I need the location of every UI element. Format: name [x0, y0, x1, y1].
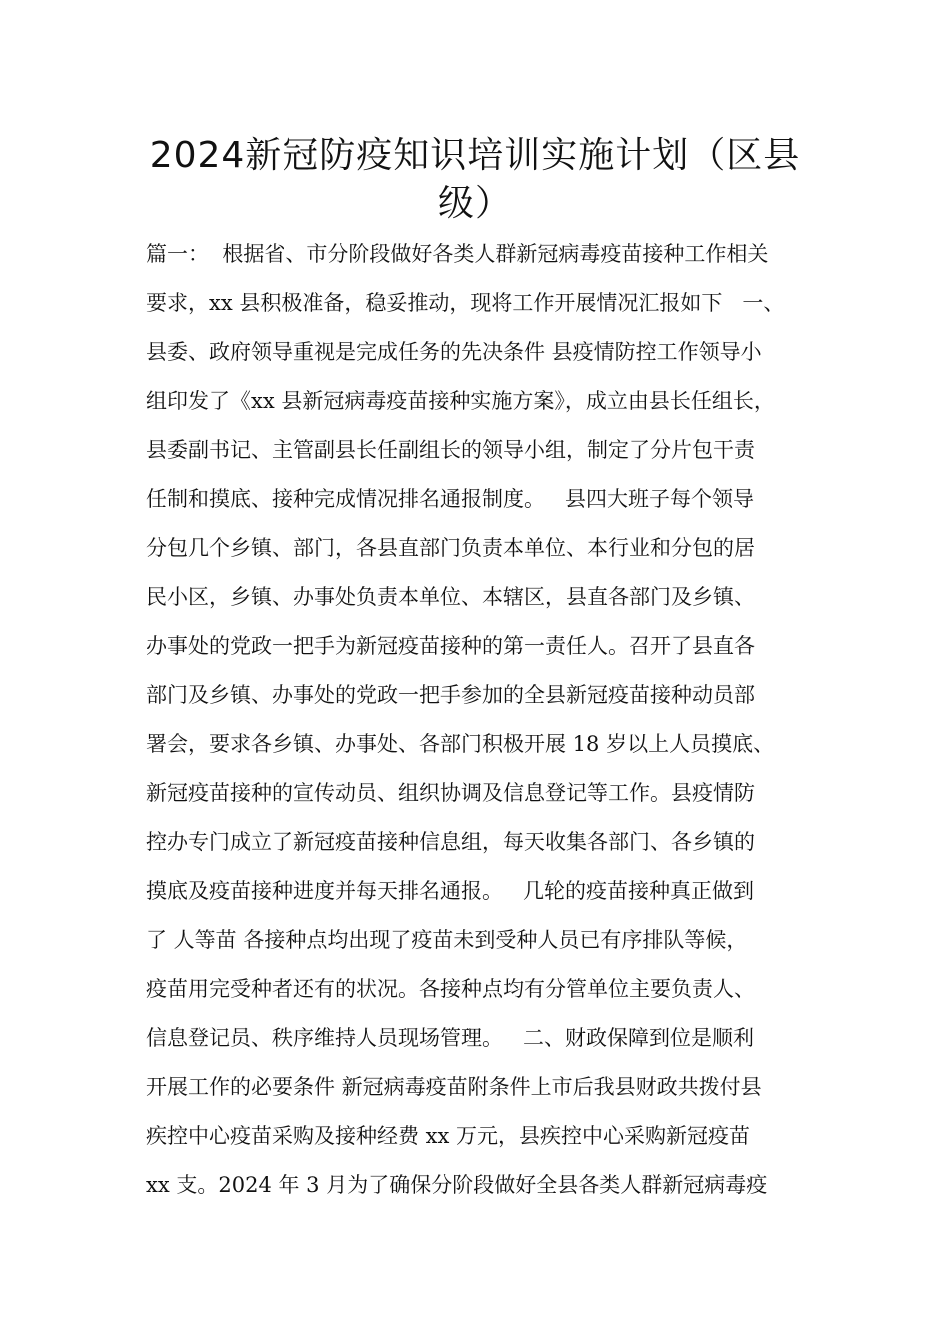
body-line: 开展工作的必要条件 新冠病毒疫苗附条件上市后我县财政共拨付县 [146, 1075, 762, 1099]
body-line: 新冠疫苗接种的宣传动员、组织协调及信息登记等工作。县疫情防 [146, 781, 755, 805]
document-title [120, 132, 830, 228]
body-line: 疫苗用完受种者还有的状况。各接种点均有分管单位主要负责人、 [146, 977, 755, 1001]
body-line: xx 支。2024 年 3 月为了确保分阶段做好全县各类人群新冠病毒疫 [146, 1173, 768, 1197]
body-line: 民小区，乡镇、办事处负责本单位、本辖区，县直各部门及乡镇、 [146, 585, 755, 609]
body-line: 疾控中心疫苗采购及接种经费 xx 万元，县疾控中心采购新冠疫苗 [146, 1124, 751, 1148]
body-line: 要求，xx 县积极准备，稳妥推动，现将工作开展情况汇报如下 一、 [146, 291, 785, 315]
body-line: 信息登记员、秩序维持人员现场管理。 二、财政保障到位是顺利 [146, 1026, 755, 1050]
body-line: 组印发了《xx 县新冠病毒疫苗接种实施方案》，成立由县长任组长， [146, 389, 775, 413]
document-body [146, 230, 836, 1210]
body-line: 任制和摸底、接种完成情况排名通报制度。 县四大班子每个领导 [146, 487, 755, 511]
body-line: 部门及乡镇、办事处的党政一把手参加的全县新冠疫苗接种动员部 [146, 683, 755, 707]
body-line: 县委、政府领导重视是完成任务的先决条件 县疫情防控工作领导小 [146, 340, 762, 364]
title-line-2: 级） [437, 183, 512, 224]
title-line-1: 2024新冠防疫知识培训实施计划（区县 [149, 135, 801, 176]
body-line: 分包几个乡镇、部门，各县直部门负责本单位、本行业和分包的居 [146, 536, 755, 560]
body-line: 摸底及疫苗接种进度并每天排名通报。 几轮的疫苗接种真正做到 [146, 879, 755, 903]
body-line: 了 人等苗 各接种点均出现了疫苗未到受种人员已有序排队等候， [146, 928, 748, 952]
body-line: 办事处的党政一把手为新冠疫苗接种的第一责任人。召开了县直各 [146, 634, 755, 658]
body-line: 控办专门成立了新冠疫苗接种信息组，每天收集各部门、各乡镇的 [146, 830, 755, 854]
body-line: 篇一： 根据省、市分阶段做好各类人群新冠病毒疫苗接种工作相关 [146, 242, 769, 266]
body-line: 县委副书记、主管副县长任副组长的领导小组，制定了分片包干责 [146, 438, 755, 462]
body-line: 署会，要求各乡镇、办事处、各部门积极开展 18 岁以上人员摸底、 [146, 732, 775, 756]
